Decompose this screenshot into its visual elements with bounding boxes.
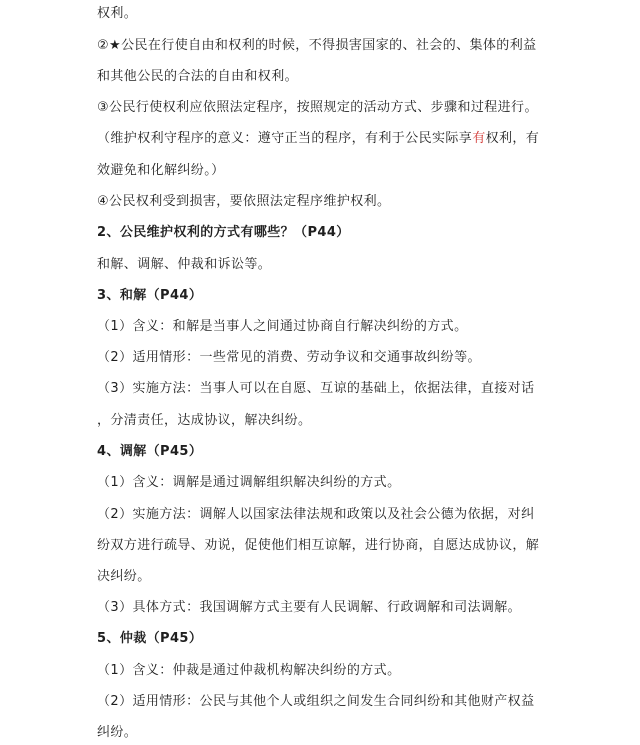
text-segment: 权利，有 (485, 131, 540, 146)
text-line: ④公民权利受到损害，要依照法定程序维护权利。 (97, 194, 391, 209)
text-line: （3）具体方式：我国调解方式主要有人民调解、行政调解和司法调解。 (97, 600, 522, 615)
text-line: 决纠纷。 (97, 569, 151, 584)
text-line: （2）实施方法：调解人以国家法律法规和政策以及社会公德为依据，对纠 (97, 507, 535, 522)
text-line: （3）实施方法：当事人可以在自愿、互谅的基础上，依据法律，直接对话 (97, 381, 535, 396)
text-line: 和解、调解、仲裁和诉讼等。 (97, 257, 272, 272)
text-line: 纠纷。 (97, 725, 138, 740)
text-line: ③公民行使权利应依照法定程序，按照规定的活动方式、步骤和过程进行。 (97, 100, 538, 115)
text-line: 权利。 (97, 6, 138, 21)
section-heading: 3、和解（P44） (97, 288, 203, 303)
section-heading: 4、调解（P45） (97, 444, 203, 459)
text-line: （2）适用情形：公民与其他个人或组织之间发生合同纠纷和其他财产权益 (97, 694, 535, 709)
text-line: （1）含义：调解是通过调解组织解决纠纷的方式。 (97, 475, 401, 490)
text-line: 纷双方进行疏导、劝说，促使他们相互谅解，进行协商，自愿达成协议，解 (97, 538, 540, 553)
text-line: 效避免和化解纠纷。） (97, 163, 225, 178)
text-line: ，分清责任，达成协议，解决纠纷。 (97, 413, 312, 428)
text-line: ②★公民在行使自由和权利的时候，不得损害国家的、社会的、集体的利益 (97, 38, 537, 53)
text-line (97, 130, 557, 148)
highlighted-text: 有 (472, 131, 486, 146)
text-line: （1）含义：和解是当事人之间通过协商自行解决纠纷的方式。 (97, 319, 468, 334)
section-heading: 5、仲裁（P45） (97, 631, 203, 646)
text-line: （2）适用情形：一些常见的消费、劳动争议和交通事故纠纷等。 (97, 350, 481, 365)
text-line: （1）含义：仲裁是通过仲裁机构解决纠纷的方式。 (97, 663, 401, 678)
text-line: 和其他公民的合法的自由和权利。 (97, 69, 299, 84)
section-heading: 2、公民维护权利的方式有哪些？（P44） (97, 225, 350, 240)
text-segment: （维护权利守程序的意义：遵守正当的程序，有利于公民实际享 (97, 131, 473, 146)
